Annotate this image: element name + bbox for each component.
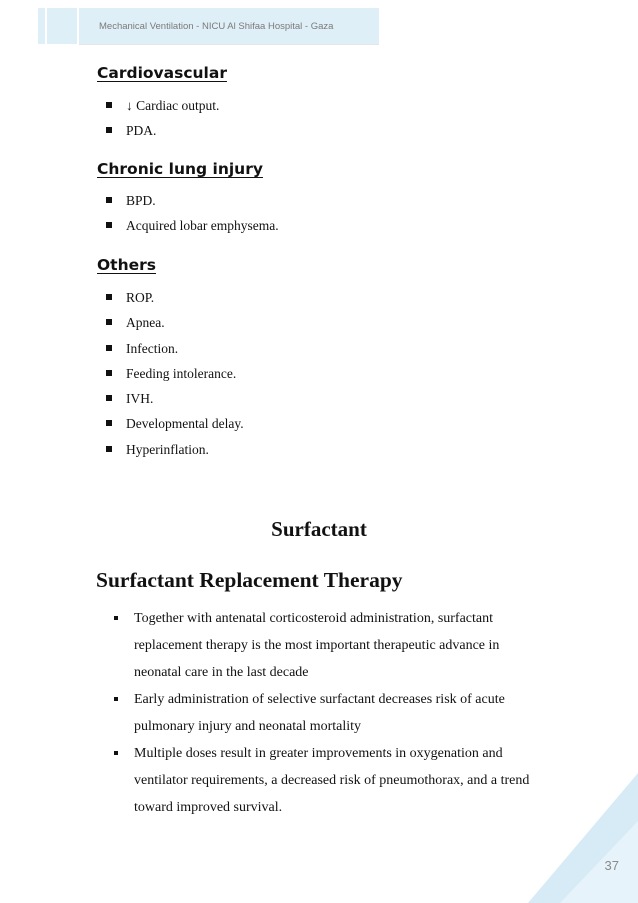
list-item: IVH. (106, 386, 244, 411)
header-rule (79, 44, 379, 45)
list-item: ↓ Cardiac output. (106, 93, 219, 118)
surfactant-therapy-heading: Surfactant Replacement Therapy (96, 568, 403, 592)
section-heading-others: Others (97, 256, 157, 274)
section-heading-cardiovascular: Cardiovascular (97, 64, 227, 82)
corner-decoration (528, 773, 638, 903)
list-item: Infection. (106, 336, 244, 361)
section-heading-chronic-lung-injury: Chronic lung injury (97, 160, 263, 178)
list-item: BPD. (106, 188, 279, 213)
list-item: Hyperinflation. (106, 437, 244, 462)
running-header: Mechanical Ventilation - NICU Al Shifaa Hospital - Gaza (99, 21, 334, 32)
chronic-lung-list (106, 188, 279, 239)
list-item: ROP. (106, 285, 244, 310)
others-list (106, 285, 244, 462)
list-item: Apnea. (106, 310, 244, 335)
list-item: PDA. (106, 118, 219, 143)
page-number: 37 (604, 858, 619, 873)
surfactant-title: Surfactant (271, 517, 367, 541)
list-item: Together with antenatal corticosteroid administration, surfactant replacement therapy is the most important therapeutic advance in neonatal care in the last decade (114, 605, 544, 686)
list-item: Feeding intolerance. (106, 361, 244, 386)
list-item: Multiple doses result in greater improvements in oxygenation and ventilator requirements, a decreased risk of pneumothorax, and a trend toward improved survival. (114, 740, 544, 821)
header-accent-bar (38, 8, 45, 44)
list-item: Developmental delay. (106, 411, 244, 436)
header-accent-bar (47, 8, 77, 44)
surfactant-points-list (114, 605, 544, 821)
list-item: Acquired lobar emphysema. (106, 213, 279, 238)
list-item: Early administration of selective surfactant decreases risk of acute pulmonary injury and neonatal mortality (114, 686, 544, 740)
cardiovascular-list (106, 93, 219, 144)
